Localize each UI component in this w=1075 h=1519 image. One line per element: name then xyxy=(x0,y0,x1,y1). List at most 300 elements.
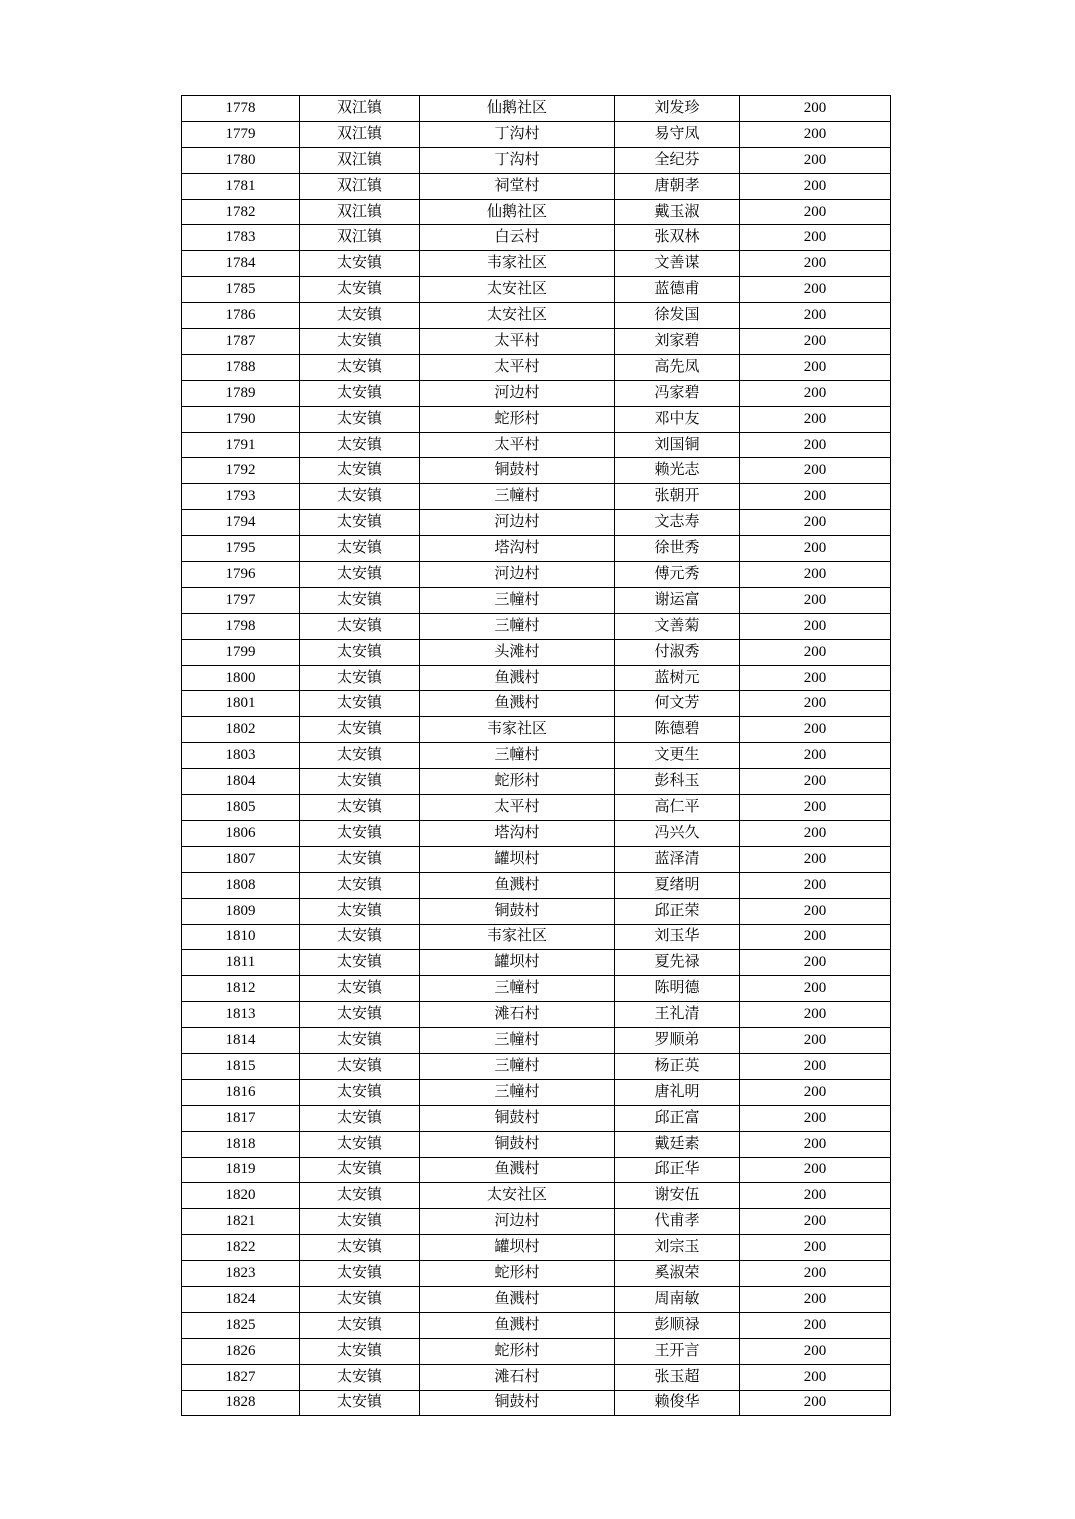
town-cell: 太安镇 xyxy=(300,432,420,458)
town-cell: 太安镇 xyxy=(300,277,420,303)
row-number-cell: 1802 xyxy=(182,717,300,743)
name-cell: 易守凤 xyxy=(615,121,740,147)
amount-cell: 200 xyxy=(740,1286,891,1312)
town-cell: 太安镇 xyxy=(300,1002,420,1028)
name-cell: 唐礼明 xyxy=(615,1079,740,1105)
row-number-cell: 1779 xyxy=(182,121,300,147)
town-cell: 太安镇 xyxy=(300,976,420,1002)
table-row xyxy=(182,1131,891,1157)
town-cell: 太安镇 xyxy=(300,665,420,691)
table-row xyxy=(182,1183,891,1209)
table-row xyxy=(182,121,891,147)
name-cell: 付淑秀 xyxy=(615,639,740,665)
town-cell: 太安镇 xyxy=(300,1338,420,1364)
name-cell: 陈明德 xyxy=(615,976,740,1002)
village-cell: 太安社区 xyxy=(420,1183,615,1209)
name-cell: 谢运富 xyxy=(615,587,740,613)
name-cell: 蓝泽清 xyxy=(615,846,740,872)
table-row xyxy=(182,769,891,795)
table-row xyxy=(182,924,891,950)
row-number-cell: 1787 xyxy=(182,329,300,355)
row-number-cell: 1794 xyxy=(182,510,300,536)
village-cell: 韦家社区 xyxy=(420,251,615,277)
village-cell: 太安社区 xyxy=(420,303,615,329)
row-number-cell: 1821 xyxy=(182,1209,300,1235)
town-cell: 太安镇 xyxy=(300,484,420,510)
village-cell: 鱼溅村 xyxy=(420,1157,615,1183)
row-number-cell: 1783 xyxy=(182,225,300,251)
table-row xyxy=(182,96,891,122)
amount-cell: 200 xyxy=(740,406,891,432)
row-number-cell: 1810 xyxy=(182,924,300,950)
village-cell: 鱼溅村 xyxy=(420,1312,615,1338)
table-row xyxy=(182,1079,891,1105)
name-cell: 代甫孝 xyxy=(615,1209,740,1235)
village-cell: 罐坝村 xyxy=(420,1235,615,1261)
table-row xyxy=(182,872,891,898)
row-number-cell: 1808 xyxy=(182,872,300,898)
table-row xyxy=(182,820,891,846)
amount-cell: 200 xyxy=(740,950,891,976)
row-number-cell: 1799 xyxy=(182,639,300,665)
amount-cell: 200 xyxy=(740,639,891,665)
table-row xyxy=(182,717,891,743)
village-cell: 祠堂村 xyxy=(420,173,615,199)
amount-cell: 200 xyxy=(740,846,891,872)
row-number-cell: 1814 xyxy=(182,1028,300,1054)
town-cell: 太安镇 xyxy=(300,743,420,769)
table-row xyxy=(182,225,891,251)
amount-cell: 200 xyxy=(740,96,891,122)
amount-cell: 200 xyxy=(740,1261,891,1287)
town-cell: 双江镇 xyxy=(300,147,420,173)
village-cell: 仙鹅社区 xyxy=(420,96,615,122)
amount-cell: 200 xyxy=(740,820,891,846)
row-number-cell: 1826 xyxy=(182,1338,300,1364)
village-cell: 三幢村 xyxy=(420,1079,615,1105)
row-number-cell: 1800 xyxy=(182,665,300,691)
table-row xyxy=(182,251,891,277)
name-cell: 彭顺禄 xyxy=(615,1312,740,1338)
amount-cell: 200 xyxy=(740,380,891,406)
village-cell: 三幢村 xyxy=(420,976,615,1002)
name-cell: 奚淑荣 xyxy=(615,1261,740,1287)
village-cell: 铜鼓村 xyxy=(420,898,615,924)
name-cell: 邱正荣 xyxy=(615,898,740,924)
town-cell: 太安镇 xyxy=(300,1105,420,1131)
row-number-cell: 1804 xyxy=(182,769,300,795)
town-cell: 太安镇 xyxy=(300,458,420,484)
village-cell: 罐坝村 xyxy=(420,846,615,872)
name-cell: 张双林 xyxy=(615,225,740,251)
name-cell: 周南敏 xyxy=(615,1286,740,1312)
table-row xyxy=(182,1338,891,1364)
row-number-cell: 1811 xyxy=(182,950,300,976)
town-cell: 太安镇 xyxy=(300,1079,420,1105)
village-cell: 塔沟村 xyxy=(420,820,615,846)
table-row xyxy=(182,406,891,432)
amount-cell: 200 xyxy=(740,329,891,355)
table-row xyxy=(182,432,891,458)
amount-cell: 200 xyxy=(740,251,891,277)
name-cell: 徐世秀 xyxy=(615,536,740,562)
row-number-cell: 1801 xyxy=(182,691,300,717)
name-cell: 夏绪明 xyxy=(615,872,740,898)
row-number-cell: 1784 xyxy=(182,251,300,277)
town-cell: 太安镇 xyxy=(300,251,420,277)
town-cell: 太安镇 xyxy=(300,898,420,924)
table-body xyxy=(182,96,891,1416)
row-number-cell: 1817 xyxy=(182,1105,300,1131)
village-cell: 河边村 xyxy=(420,510,615,536)
table-row xyxy=(182,691,891,717)
amount-cell: 200 xyxy=(740,1364,891,1390)
amount-cell: 200 xyxy=(740,303,891,329)
town-cell: 太安镇 xyxy=(300,639,420,665)
row-number-cell: 1818 xyxy=(182,1131,300,1157)
amount-cell: 200 xyxy=(740,1183,891,1209)
table-row xyxy=(182,846,891,872)
amount-cell: 200 xyxy=(740,769,891,795)
amount-cell: 200 xyxy=(740,976,891,1002)
name-cell: 冯家碧 xyxy=(615,380,740,406)
village-cell: 丁沟村 xyxy=(420,121,615,147)
town-cell: 太安镇 xyxy=(300,1183,420,1209)
name-cell: 刘玉华 xyxy=(615,924,740,950)
town-cell: 太安镇 xyxy=(300,380,420,406)
village-cell: 三幢村 xyxy=(420,613,615,639)
amount-cell: 200 xyxy=(740,1338,891,1364)
table-row xyxy=(182,147,891,173)
town-cell: 太安镇 xyxy=(300,950,420,976)
amount-cell: 200 xyxy=(740,536,891,562)
row-number-cell: 1798 xyxy=(182,613,300,639)
row-number-cell: 1778 xyxy=(182,96,300,122)
amount-cell: 200 xyxy=(740,1235,891,1261)
town-cell: 太安镇 xyxy=(300,510,420,536)
name-cell: 傅元秀 xyxy=(615,562,740,588)
village-cell: 河边村 xyxy=(420,380,615,406)
table-row xyxy=(182,743,891,769)
village-cell: 蛇形村 xyxy=(420,1338,615,1364)
amount-cell: 200 xyxy=(740,510,891,536)
town-cell: 太安镇 xyxy=(300,406,420,432)
table-row xyxy=(182,613,891,639)
town-cell: 双江镇 xyxy=(300,121,420,147)
amount-cell: 200 xyxy=(740,898,891,924)
table-row xyxy=(182,380,891,406)
table-row xyxy=(182,199,891,225)
village-cell: 罐坝村 xyxy=(420,950,615,976)
town-cell: 太安镇 xyxy=(300,1209,420,1235)
row-number-cell: 1807 xyxy=(182,846,300,872)
amount-cell: 200 xyxy=(740,1131,891,1157)
row-number-cell: 1793 xyxy=(182,484,300,510)
amount-cell: 200 xyxy=(740,277,891,303)
table-row xyxy=(182,1002,891,1028)
row-number-cell: 1788 xyxy=(182,354,300,380)
table-row xyxy=(182,950,891,976)
row-number-cell: 1790 xyxy=(182,406,300,432)
amount-cell: 200 xyxy=(740,924,891,950)
row-number-cell: 1824 xyxy=(182,1286,300,1312)
town-cell: 太安镇 xyxy=(300,303,420,329)
town-cell: 双江镇 xyxy=(300,96,420,122)
table-row xyxy=(182,795,891,821)
table-row xyxy=(182,536,891,562)
town-cell: 太安镇 xyxy=(300,1053,420,1079)
name-cell: 刘家碧 xyxy=(615,329,740,355)
row-number-cell: 1786 xyxy=(182,303,300,329)
name-cell: 戴廷素 xyxy=(615,1131,740,1157)
name-cell: 刘国铜 xyxy=(615,432,740,458)
amount-cell: 200 xyxy=(740,1105,891,1131)
table-row xyxy=(182,277,891,303)
table-row xyxy=(182,354,891,380)
village-cell: 太平村 xyxy=(420,795,615,821)
table-row xyxy=(182,1390,891,1416)
name-cell: 刘发珍 xyxy=(615,96,740,122)
village-cell: 蛇形村 xyxy=(420,1261,615,1287)
name-cell: 彭科玉 xyxy=(615,769,740,795)
village-cell: 头滩村 xyxy=(420,639,615,665)
town-cell: 双江镇 xyxy=(300,225,420,251)
town-cell: 太安镇 xyxy=(300,354,420,380)
town-cell: 太安镇 xyxy=(300,1235,420,1261)
name-cell: 文志寿 xyxy=(615,510,740,536)
row-number-cell: 1812 xyxy=(182,976,300,1002)
row-number-cell: 1782 xyxy=(182,199,300,225)
row-number-cell: 1792 xyxy=(182,458,300,484)
town-cell: 太安镇 xyxy=(300,1131,420,1157)
amount-cell: 200 xyxy=(740,872,891,898)
town-cell: 太安镇 xyxy=(300,1390,420,1416)
amount-cell: 200 xyxy=(740,432,891,458)
row-number-cell: 1828 xyxy=(182,1390,300,1416)
amount-cell: 200 xyxy=(740,613,891,639)
village-cell: 滩石村 xyxy=(420,1364,615,1390)
table-row xyxy=(182,303,891,329)
village-cell: 塔沟村 xyxy=(420,536,615,562)
name-cell: 蓝树元 xyxy=(615,665,740,691)
village-cell: 河边村 xyxy=(420,1209,615,1235)
name-cell: 张朝开 xyxy=(615,484,740,510)
name-cell: 赖光志 xyxy=(615,458,740,484)
amount-cell: 200 xyxy=(740,1053,891,1079)
amount-cell: 200 xyxy=(740,1209,891,1235)
amount-cell: 200 xyxy=(740,587,891,613)
table-row xyxy=(182,1157,891,1183)
village-cell: 鱼溅村 xyxy=(420,1286,615,1312)
village-cell: 白云村 xyxy=(420,225,615,251)
row-number-cell: 1822 xyxy=(182,1235,300,1261)
name-cell: 陈德碧 xyxy=(615,717,740,743)
table-row xyxy=(182,458,891,484)
table-row xyxy=(182,1312,891,1338)
name-cell: 何文芳 xyxy=(615,691,740,717)
town-cell: 太安镇 xyxy=(300,329,420,355)
row-number-cell: 1789 xyxy=(182,380,300,406)
table-row xyxy=(182,484,891,510)
town-cell: 太安镇 xyxy=(300,769,420,795)
village-cell: 鱼溅村 xyxy=(420,872,615,898)
village-cell: 滩石村 xyxy=(420,1002,615,1028)
village-cell: 韦家社区 xyxy=(420,717,615,743)
amount-cell: 200 xyxy=(740,354,891,380)
name-cell: 罗顺弟 xyxy=(615,1028,740,1054)
name-cell: 徐发国 xyxy=(615,303,740,329)
village-cell: 铜鼓村 xyxy=(420,1131,615,1157)
row-number-cell: 1780 xyxy=(182,147,300,173)
town-cell: 太安镇 xyxy=(300,872,420,898)
name-cell: 冯兴久 xyxy=(615,820,740,846)
amount-cell: 200 xyxy=(740,1312,891,1338)
table-row xyxy=(182,1105,891,1131)
town-cell: 太安镇 xyxy=(300,1364,420,1390)
name-cell: 邱正富 xyxy=(615,1105,740,1131)
name-cell: 唐朝孝 xyxy=(615,173,740,199)
row-number-cell: 1816 xyxy=(182,1079,300,1105)
village-cell: 太平村 xyxy=(420,354,615,380)
town-cell: 太安镇 xyxy=(300,562,420,588)
row-number-cell: 1819 xyxy=(182,1157,300,1183)
row-number-cell: 1825 xyxy=(182,1312,300,1338)
row-number-cell: 1785 xyxy=(182,277,300,303)
town-cell: 太安镇 xyxy=(300,691,420,717)
name-cell: 高仁平 xyxy=(615,795,740,821)
name-cell: 杨正英 xyxy=(615,1053,740,1079)
village-cell: 铜鼓村 xyxy=(420,1390,615,1416)
village-cell: 三幢村 xyxy=(420,743,615,769)
town-cell: 太安镇 xyxy=(300,924,420,950)
name-cell: 张玉超 xyxy=(615,1364,740,1390)
table-row xyxy=(182,1364,891,1390)
name-cell: 文更生 xyxy=(615,743,740,769)
table-row xyxy=(182,1261,891,1287)
name-cell: 赖俊华 xyxy=(615,1390,740,1416)
village-cell: 仙鹅社区 xyxy=(420,199,615,225)
table-row xyxy=(182,510,891,536)
town-cell: 太安镇 xyxy=(300,613,420,639)
row-number-cell: 1827 xyxy=(182,1364,300,1390)
row-number-cell: 1805 xyxy=(182,795,300,821)
town-cell: 太安镇 xyxy=(300,536,420,562)
village-cell: 蛇形村 xyxy=(420,769,615,795)
amount-cell: 200 xyxy=(740,717,891,743)
village-cell: 三幢村 xyxy=(420,1053,615,1079)
village-cell: 太平村 xyxy=(420,329,615,355)
village-cell: 河边村 xyxy=(420,562,615,588)
row-number-cell: 1806 xyxy=(182,820,300,846)
table-row xyxy=(182,639,891,665)
table-row xyxy=(182,1053,891,1079)
town-cell: 太安镇 xyxy=(300,795,420,821)
town-cell: 太安镇 xyxy=(300,846,420,872)
town-cell: 太安镇 xyxy=(300,1286,420,1312)
amount-cell: 200 xyxy=(740,199,891,225)
name-cell: 邓中友 xyxy=(615,406,740,432)
town-cell: 太安镇 xyxy=(300,587,420,613)
row-number-cell: 1791 xyxy=(182,432,300,458)
village-cell: 蛇形村 xyxy=(420,406,615,432)
row-number-cell: 1781 xyxy=(182,173,300,199)
village-cell: 鱼溅村 xyxy=(420,665,615,691)
table-row xyxy=(182,665,891,691)
table-row xyxy=(182,329,891,355)
name-cell: 全纪芬 xyxy=(615,147,740,173)
town-cell: 太安镇 xyxy=(300,820,420,846)
town-cell: 太安镇 xyxy=(300,717,420,743)
name-cell: 夏先禄 xyxy=(615,950,740,976)
village-cell: 三幢村 xyxy=(420,587,615,613)
row-number-cell: 1809 xyxy=(182,898,300,924)
town-cell: 太安镇 xyxy=(300,1312,420,1338)
table-row xyxy=(182,587,891,613)
amount-cell: 200 xyxy=(740,562,891,588)
amount-cell: 200 xyxy=(740,1079,891,1105)
amount-cell: 200 xyxy=(740,691,891,717)
amount-cell: 200 xyxy=(740,795,891,821)
beneficiary-table xyxy=(181,95,891,1416)
row-number-cell: 1796 xyxy=(182,562,300,588)
name-cell: 文善菊 xyxy=(615,613,740,639)
amount-cell: 200 xyxy=(740,121,891,147)
village-cell: 铜鼓村 xyxy=(420,458,615,484)
amount-cell: 200 xyxy=(740,1390,891,1416)
row-number-cell: 1823 xyxy=(182,1261,300,1287)
village-cell: 丁沟村 xyxy=(420,147,615,173)
table-row xyxy=(182,1028,891,1054)
town-cell: 太安镇 xyxy=(300,1028,420,1054)
amount-cell: 200 xyxy=(740,173,891,199)
amount-cell: 200 xyxy=(740,147,891,173)
amount-cell: 200 xyxy=(740,1028,891,1054)
village-cell: 铜鼓村 xyxy=(420,1105,615,1131)
row-number-cell: 1820 xyxy=(182,1183,300,1209)
village-cell: 三幢村 xyxy=(420,484,615,510)
amount-cell: 200 xyxy=(740,665,891,691)
amount-cell: 200 xyxy=(740,225,891,251)
name-cell: 文善谋 xyxy=(615,251,740,277)
table-row xyxy=(182,976,891,1002)
name-cell: 邱正华 xyxy=(615,1157,740,1183)
village-cell: 三幢村 xyxy=(420,1028,615,1054)
table-row xyxy=(182,1209,891,1235)
table-row xyxy=(182,1286,891,1312)
name-cell: 王礼清 xyxy=(615,1002,740,1028)
village-cell: 韦家社区 xyxy=(420,924,615,950)
town-cell: 太安镇 xyxy=(300,1261,420,1287)
amount-cell: 200 xyxy=(740,484,891,510)
village-cell: 太安社区 xyxy=(420,277,615,303)
village-cell: 鱼溅村 xyxy=(420,691,615,717)
row-number-cell: 1797 xyxy=(182,587,300,613)
table-row xyxy=(182,898,891,924)
town-cell: 双江镇 xyxy=(300,173,420,199)
row-number-cell: 1815 xyxy=(182,1053,300,1079)
name-cell: 戴玉淑 xyxy=(615,199,740,225)
name-cell: 蓝德甫 xyxy=(615,277,740,303)
village-cell: 太平村 xyxy=(420,432,615,458)
name-cell: 王开言 xyxy=(615,1338,740,1364)
name-cell: 高先凤 xyxy=(615,354,740,380)
name-cell: 刘宗玉 xyxy=(615,1235,740,1261)
town-cell: 太安镇 xyxy=(300,1157,420,1183)
amount-cell: 200 xyxy=(740,1157,891,1183)
town-cell: 双江镇 xyxy=(300,199,420,225)
amount-cell: 200 xyxy=(740,458,891,484)
name-cell: 谢安伍 xyxy=(615,1183,740,1209)
